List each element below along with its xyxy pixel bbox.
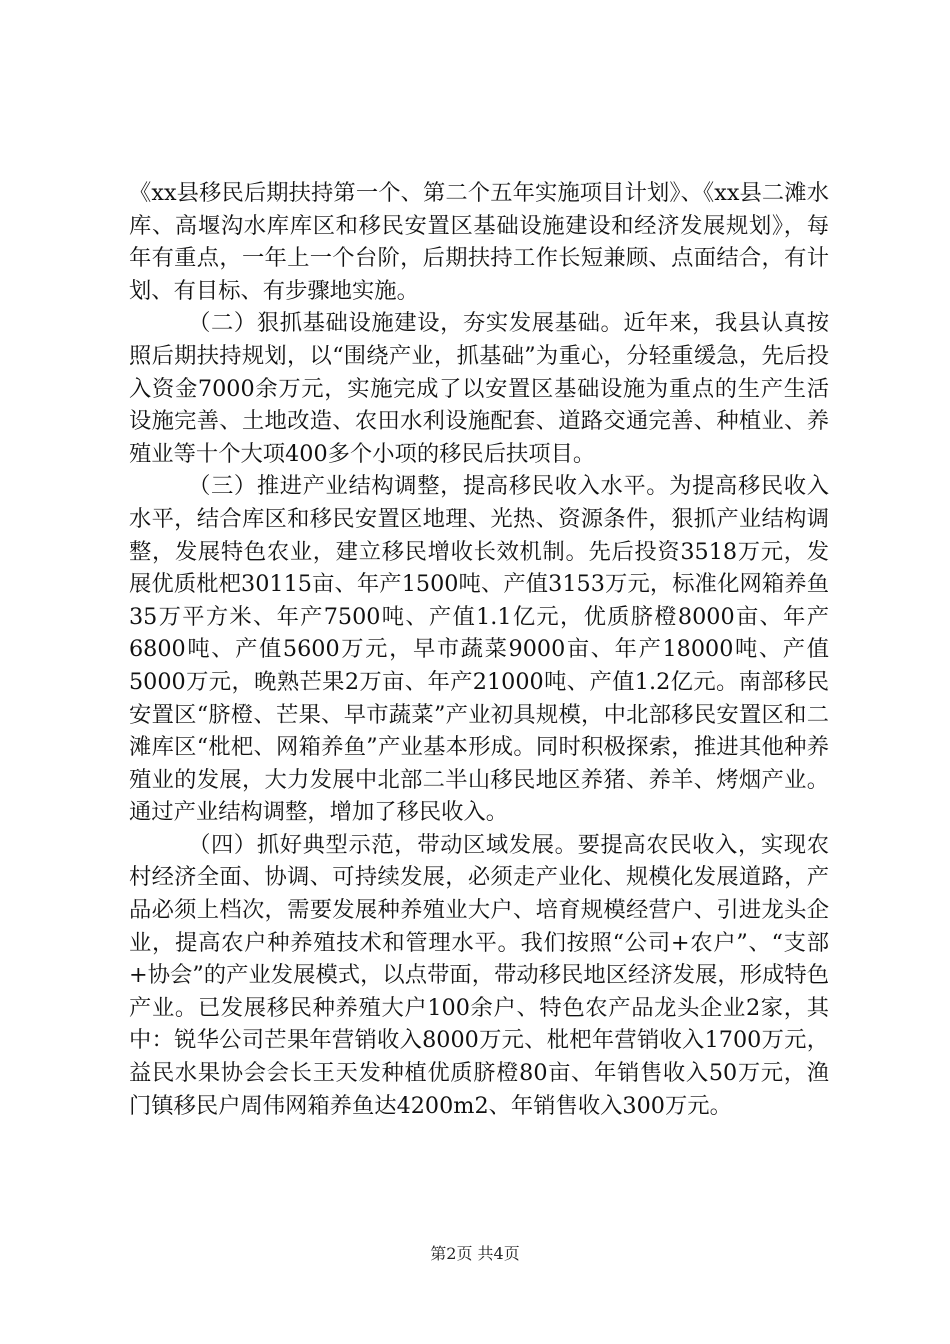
paragraph-continuation: 《xx县移民后期扶持第一个、第二个五年实施项目计划》、《xx县二滩水库、高堰沟水库库区和移民安置区基础设施建设和经济发展规划》，每年有重点，一年上一个台阶，后期扶持工作长短兼顾、点面结合，有计划、有目标、有步骤地实施。 xyxy=(129,180,829,304)
page-footer: 第2页 共4页 xyxy=(430,1244,520,1263)
paragraph-infrastructure: （二）狠抓基础设施建设，夯实发展基础。近年来，我县认真按照后期扶持规划，以“围绕产业，抓基础”为重心，分轻重缓急，先后投入资金7000余万元，实施完成了以安置区基础设施为重点的生产生活设施完善、土地改造、农田水利设施配套、道路交通完善、种植业、养殖业等十个大项400多个小项的移民后扶项目。 xyxy=(129,310,829,467)
paragraph-industry-structure: （三）推进产业结构调整，提高移民收入水平。为提高移民收入水平，结合库区和移民安置区地理、光热、资源条件，狠抓产业结构调整，发展特色农业，建立移民增收长效机制。先后投资3518万元，发展优质枇杷30115亩、年产1500吨、产值3153万元，标准化网箱养鱼35万平方米、年产7500吨、产值1.1亿元，优质脐橙8000亩、年产6800吨、产值5600万元，早市蔬菜9000亩、年产18000吨、产值5000万元，晚熟芒果2万亩、年产21000吨、产值1.2亿元。南部移民安置区“脐橙、芒果、早市蔬菜”产业初具规模，中北部移民安置区和二滩库区“枇杷、网箱养鱼”产业基本形成。同时积极探索，推进其他种养殖业的发展，大力发展中北部二半山移民地区养猪、养羊、烤烟产业。通过产业结构调整，增加了移民收入。 xyxy=(129,473,829,826)
paragraph-demonstration: （四）抓好典型示范，带动区域发展。要提高农民收入，实现农村经济全面、协调、可持续发展，必须走产业化、规模化发展道路，产品必须上档次，需要发展种养殖业大户、培育规模经营户、引进龙头企业，提高农户种养殖技术和管理水平。我们按照“公司+农户”、“支部+协会”的产业发展模式，以点带面，带动移民地区经济发展，形成特色产业。已发展移民种养殖大户100余户、特色农产品龙头企业2家，其中：锐华公司芒果年营销收入8000万元、枇杷年营销收入1700万元，益民水果协会会长王天发种植优质脐橙80亩、年销售收入50万元，渔门镇移民户周伟网箱养鱼达4200m2、年销售收入300万元。 xyxy=(129,831,829,1119)
document-body xyxy=(129,177,829,1122)
